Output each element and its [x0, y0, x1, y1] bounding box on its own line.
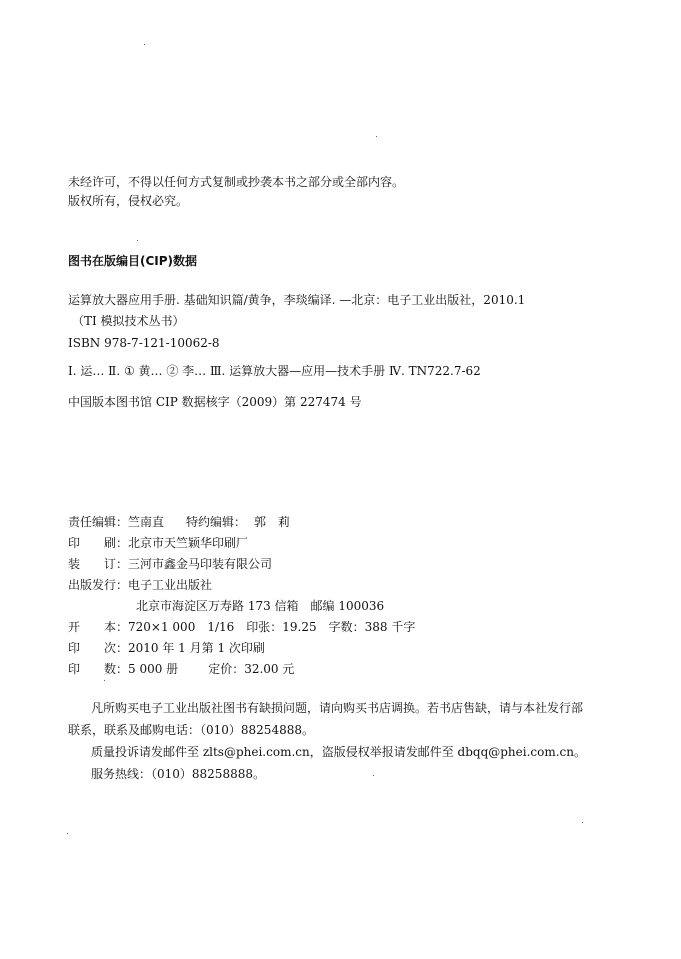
cip-title-line: 运算放大器应用手册. 基础知识篇/黄争，李琰编译. —北京：电子工业出版社，2010.1	[68, 293, 526, 307]
copyright-line-2: 版权所有，侵权必究。	[68, 194, 189, 208]
imprint-copies-row	[68, 661, 294, 677]
printer-label: 印 刷：	[68, 536, 129, 550]
edition-value: 2010 年 1 月第 1 次印刷	[128, 641, 265, 655]
scan-speck	[104, 680, 105, 681]
copies-label: 印 数：	[68, 662, 129, 676]
publisher-label: 出版发行：	[68, 578, 129, 592]
notice-para1-line1: 凡所购买电子工业出版社图书有缺损问题，请向购买书店调换。若书店售缺，请与本社发行部	[91, 701, 584, 715]
imprint-format-row	[68, 619, 415, 635]
notice-para3: 服务热线：（010）88258888。	[91, 767, 265, 781]
binder-label: 装 订：	[68, 557, 129, 571]
notice-para2: 质量投诉请发邮件至 zlts@phei.com.cn，盗版侵权举报请发邮件至 dbqq@phei.com.cn。	[91, 745, 587, 759]
cip-series-line: （TI 模拟技术丛书）	[72, 314, 185, 328]
notice-para1-line2: 联系，联系及邮购电话：（010）88254888。	[68, 723, 314, 737]
cip-classification: Ⅰ. 运… Ⅱ. ① 黄… ② 李… Ⅲ. 运算放大器—应用—技术手册 Ⅳ. TN722.7-62	[68, 364, 481, 378]
scan-speck	[137, 240, 138, 241]
edition-label: 印 次：	[68, 641, 129, 655]
special-editor-label: 特约编辑：	[186, 515, 247, 529]
imprint-publisher-row	[68, 577, 212, 593]
scan-speck	[373, 775, 374, 776]
imprint-edition-row	[68, 640, 265, 656]
cip-heading: 图书在版编目(CIP)数据	[68, 254, 198, 268]
imprint-editors-row	[68, 514, 290, 530]
publisher-name: 电子工业出版社	[128, 578, 213, 592]
cip-catalog-number: 中国版本图书馆 CIP 数据核字（2009）第 227474 号	[68, 395, 362, 409]
imprint-address-row	[136, 598, 384, 614]
scan-speck	[67, 833, 68, 834]
imprint-binder-row	[68, 556, 272, 572]
price-value: 定价：32.00 元	[208, 662, 295, 676]
scan-speck	[582, 822, 583, 823]
cip-isbn: ISBN 978-7-121-10062-8	[68, 336, 220, 350]
special-editor-name: 郭 莉	[254, 515, 291, 529]
publisher-address: 北京市海淀区万寿路 173 信箱 邮编 100036	[136, 599, 385, 613]
format-value: 720×1 000 1/16 印张：19.25 字数：388 千字	[128, 620, 416, 634]
binder-name: 三河市鑫金马印装有限公司	[128, 557, 273, 571]
format-label: 开 本：	[68, 620, 129, 634]
imprint-printer-row	[68, 535, 248, 551]
printer-name: 北京市天竺颖华印刷厂	[128, 536, 249, 550]
copies-value: 5 000 册	[128, 662, 179, 676]
copyright-line-1: 未经许可，不得以任何方式复制或抄袭本书之部分或全部内容。	[68, 175, 405, 189]
editor-name: 竺南直	[128, 515, 165, 529]
scan-speck	[376, 136, 377, 137]
scan-speck	[144, 44, 145, 45]
editor-label: 责任编辑：	[68, 515, 129, 529]
